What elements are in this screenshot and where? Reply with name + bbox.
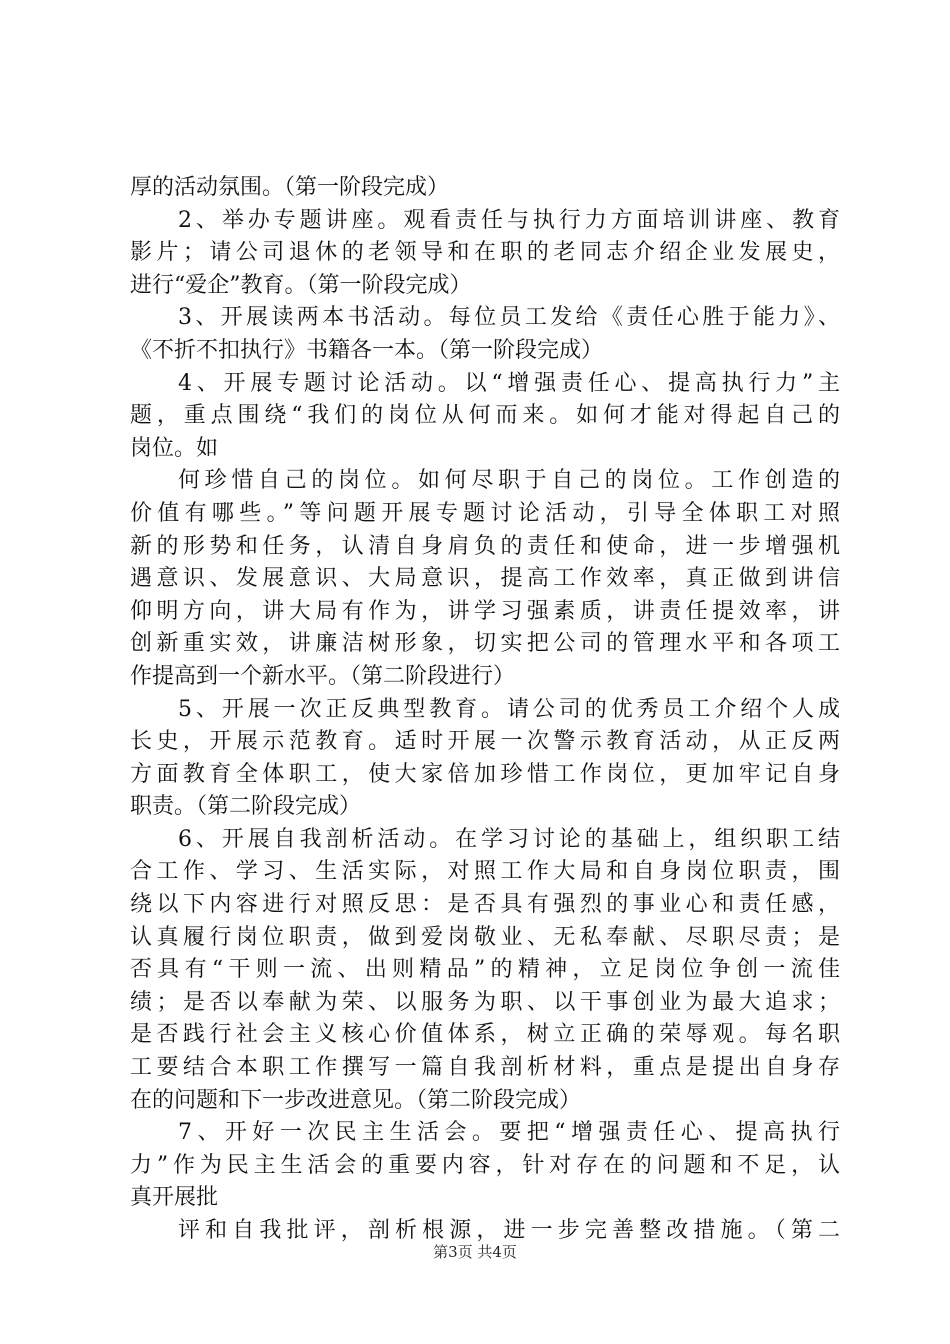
text-line: 7、开好一次民主生活会。要把“增强责任心、提高执行 [178,1120,840,1146]
text-line: 评和自我批评，剖析根源，进一步完善整改措施。（第二 [178,1218,840,1243]
text-line: 进行“爱企”教育。（第一阶段完成） [130,272,472,298]
text-line: 真开展批 [130,1185,219,1211]
text-line: 岗位。如 [130,435,219,461]
document-body [130,172,840,1248]
text-line: 价值有哪些。”等问题开展专题讨论活动，引导全体职工对照 [130,500,840,526]
text-line: 认真履行岗位职责，做到爱岗敬业、无私奉献、尽职尽责；是 [130,924,840,950]
text-line: 影片；请公司退休的老领导和在职的老同志介绍企业发展史， [130,240,840,266]
text-line: 5、开展一次正反典型教育。请公司的优秀员工介绍个人成 [178,696,840,722]
text-line: 合工作、学习、生活实际，对照工作大局和自身岗位职责，围 [130,859,840,885]
text-line: 绩；是否以奉献为荣、以服务为职、以干事创业为最大追求； [130,989,840,1015]
text-line: 4、开展专题讨论活动。以“增强责任心、提高执行力”主 [178,370,840,396]
text-line: 题，重点围绕“我们的岗位从何而来。如何才能对得起自己的 [130,403,840,429]
text-line: 2、举办专题讲座。观看责任与执行力方面培训讲座、教育 [178,207,840,233]
text-line: 在的问题和下一步改进意见。（第二阶段完成） [130,1087,582,1113]
text-line: 是否践行社会主义核心价值体系，树立正确的荣辱观。每名职 [130,1022,840,1048]
text-line: 长史，开展示范教育。适时开展一次警示教育活动，从正反两 [130,729,840,755]
text-line: 厚的活动氛围。（第一阶段完成） [130,175,450,200]
text-line: 仰明方向，讲大局有作为，讲学习强素质，讲责任提效率，讲 [130,598,840,624]
page-footer: 第3页 共4页 [433,1243,517,1261]
text-line: 何珍惜自己的岗位。如何尽职于自己的岗位。工作创造的 [178,468,840,494]
text-line: 职责。（第二阶段完成） [130,794,362,820]
text-line: 绕以下内容进行对照反思：是否具有强烈的事业心和责任感， [130,892,840,918]
text-line: 6、开展自我剖析活动。在学习讨论的基础上，组织职工结 [178,826,840,852]
text-line: 创新重实效，讲廉洁树形象，切实把公司的管理水平和各项工 [130,631,840,657]
text-line: 方面教育全体职工，使大家倍加珍惜工作岗位，更加牢记自身 [130,761,840,787]
text-line: 工要结合本职工作撰写一篇自我剖析材料，重点是提出自身存 [130,1055,840,1081]
text-line: 作提高到一个新水平。（第二阶段进行） [130,663,516,689]
text-line: 力”作为民主生活会的重要内容，针对存在的问题和不足，认 [130,1152,840,1178]
text-line: 3、开展读两本书活动。每位员工发给《责任心胜于能力》、 [178,305,840,331]
text-line: 《不折不扣执行》书籍各一本。（第一阶段完成） [130,337,604,363]
text-line: 否具有“干则一流、出则精品”的精神，立足岗位争创一流佳 [130,957,840,983]
text-line: 新的形势和任务，认清自身肩负的责任和使命，进一步增强机 [130,533,840,559]
text-line: 遇意识、发展意识、大局意识，提高工作效率，真正做到讲信 [130,566,840,592]
